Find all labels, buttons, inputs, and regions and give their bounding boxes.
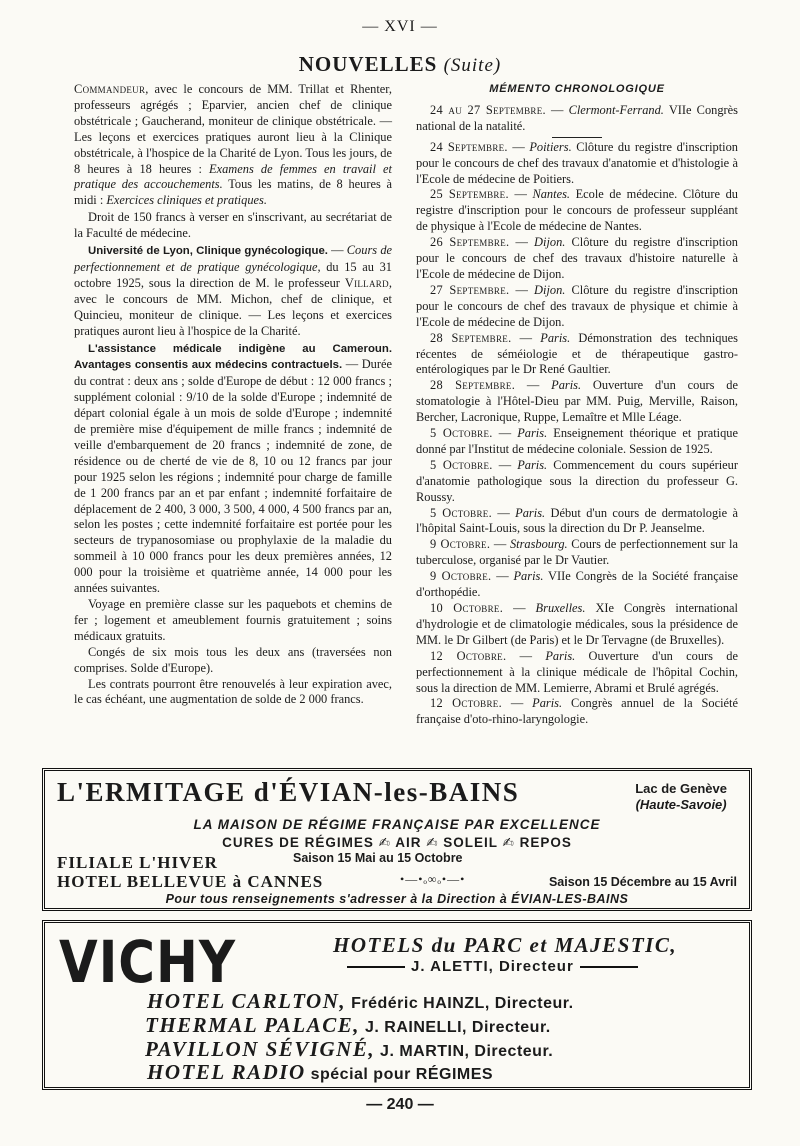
page-roman-numeral: — XVI — [362,18,438,35]
memento-entry: 12 Octobre. — Paris. Ouverture d'un cours de perfectionnement à la clinique médicale de l'hôpital Cochin, sous la direction de MM. Lemierre, Abrami et Brulé agrégés. [416,648,738,695]
ermitage-tagline: LA MAISON DE RÉGIME FRANÇAISE PAR EXCELLENCE [193,817,601,832]
page-number: — 240 — [366,1096,434,1113]
vichy-logo-text: VICHY [59,929,237,996]
ornament-divider: •—•ₒ∞ₒ•—• [400,872,466,886]
vichy-hotel-line: PAVILLON SÉVIGNÉ, J. MARTIN, Directeur. [145,1037,554,1061]
paragraph-gyneco: Université de Lyon, Clinique gynécologique. — Cours de perfectionnement et de pratique gynécologique, du 15 au 31 octobre 1925, sous la direction de M. le professeur Villard, avec le concours de MM. Michon, chef de clinique, et Quincieu, moniteur de clinique. — Les leçons et exercices pratiques auront lieu à l'hospice de la Charité. [74,243,393,338]
memento-entry: 5 Octobre. — Paris. Commencement du cours supérieur d'anatomie pathologique sous la direction du professeur G. Roussy. [416,457,738,504]
ermitage-saison-ete: Saison 15 Mai au 15 Octobre [293,851,463,865]
memento-entry: 12 Octobre. — Paris. Congrès annuel de la Société française d'oto-rhino-laryngologie. [416,696,738,727]
ermitage-location: Lac de Genève (Haute-Savoie) [635,781,727,812]
paragraph-cameroun: L'assistance médicale indigène au Cameroun. Avantages consentis aux médecins contractuels. — Durée du contrat : deux ans ; solde d'Europe de début : 12 000 francs ; supplément colonial : 9/10 de la solde d'Europe ; indemnité de départ colonial égale à un mois de solde d'Europe ; indemnité de première mise d'équipement de mille francs ; indemnité de veille d'embarquement de 20 francs ; indemnité de zone, de résidence ou de cherté de vie de 8, 10 ou 12 francs par jour pour 1925 selon les régions ; indemnité pour charge de famille de 1 200 francs par an et par enfant ; indemnité forfaitaire de déplacement de 2 400, 3 000, 3 500, 4 000, 4 500 francs par an, selon les postes ; cette indemnité forfaitaire est portée pour les secteurs de trypanosomiase ou prophylaxie de la maladie du sommeil à 10 000 francs pour les deux premières années, 12 000 pour la troisième et quatrième année, 14 000 pour les années suivantes. [74,342,392,596]
memento-entry: 24 au 27 Septembre. — Clermont-Ferrand. VIIe Congrès national de la natalité. [416,102,738,133]
vichy-advertisement [42,920,752,1090]
ermitage-saison-hiver: Saison 15 Décembre au 15 Avril [548,875,737,889]
memento-entry: 27 Septembre. — Dijon. Clôture du registre d'inscription pour le concours de chef des travaux de physique et chimie à l'Ecole de médecine de Dijon. [416,282,738,329]
memento-entry: 10 Octobre. — Bruxelles. XIe Congrès international d'hydrologie et de climatologie médicales, sous la présidence de MM. le Dr Gilbert (de Paris) et le Dr Tervagne (de Bruxelles). [416,601,738,647]
vichy-hotel-line: HOTEL CARLTON, Frédéric HAINZL, Directeur. [147,989,574,1013]
ermitage-hotel-cannes: HOTEL BELLEVUE à CANNES [57,872,324,891]
paragraph-conges: Congés de six mois tous les deux ans (traversées non comprises. Solde d'Europe). [74,644,392,675]
paragraph-contrats: Les contrats pourront être renouvelés à leur expiration avec, le cas échéant, une augmentation de solde de 2 000 francs. [74,676,392,707]
title-suite: (Suite) [443,55,502,76]
memento-entry: 25 Septembre. — Nantes. Ecole de médecine. Clôture du registre d'inscription pour le concours de professeur suppléant de physique à l'Ecole de médecine de Nantes. [416,187,738,234]
memento-list [416,103,738,728]
ermitage-contact: Pour tous renseignements s'adresser à la Direction à ÉVIAN-LES-BAINS [165,892,629,906]
title-text: NOUVELLES [298,52,438,76]
ermitage-title: L'ERMITAGE d'ÉVIAN-les-BAINS [57,777,520,807]
memento-entry: 28 Septembre. — Paris. Démonstration des techniques récentes de séméiologie et de thérapeutique gastro-entérologiques par le Dr René Gaultier. [416,330,738,377]
section-title [0,52,800,77]
memento-entry: 24 Septembre. — Poitiers. Clôture du registre d'inscription pour le concours de chef des travaux d'anatomie et d'histologie à l'Ecole de médecine de Poitiers. [416,139,738,186]
paragraph-droit: Droit de 150 francs à verser en s'inscrivant, au secrétariat de la Faculté de médecine. [74,210,392,241]
memento-entry: 28 Septembre. — Paris. Ouverture d'un cours de stomatologie à l'Hôtel-Dieu par MM. Puig, Merville, Raison, Bercher, Lacronique, Ruppe, Lemaître et Mlle Léage. [416,378,738,425]
vichy-hotel-line: HOTEL RADIO spécial pour RÉGIMES [147,1060,494,1084]
ermitage-cures: CURES DE RÉGIMES ✍ AIR ✍ SOLEIL ✍ REPOS [222,835,572,850]
memento-entry: 9 Octobre. — Strasbourg. Cours de perfectionnement sur la tuberculose, organisé par le Dr Vautier. [416,537,738,568]
paragraph-obstetric: Commandeur, avec le concours de MM. Trillat et Rhenter, professeurs agrégés ; Eparvier, ancien chef de clinique obstétricale ; Gaucherand, moniteur de clinique obstétricale. — Les leçons et exercices pratiques auront lieu à la Clinique obstétricale, à l'hospice de la Charité de Lyon. Tous les jours, de 8 heures à 18 heures : Examens de femmes en travail et pratique des accouchements. Tous les matins, de 8 heures à midi : Exercices cliniques et pratiques. [74,82,393,208]
vichy-hotel-line: THERMAL PALACE, J. RAINELLI, Directeur. [145,1013,551,1037]
vichy-hotels-parc: HOTELS du PARC et MAJESTIC, [333,933,678,957]
left-column [74,82,392,708]
memento-entry: 9 Octobre. — Paris. VIIe Congrès de la Société française d'orthopédie. [416,569,739,600]
memento-entry: 5 Octobre. — Paris. Début d'un cours de dermatologie à l'hôpital Saint-Louis, sous la direction du Dr P. Jeanselme. [416,505,738,536]
memento-entry: 26 Septembre. — Dijon. Clôture du registre d'inscription pour le concours de chef des travaux d'histoire naturelle à l'Ecole de médecine de Dijon. [416,235,738,281]
paragraph-voyage: Voyage en première classe sur les paquebots et chemins de fer ; logement et ameublement fournis gratuitement ; soins médicaux gratuits. [74,597,392,643]
ermitage-advertisement [42,768,752,911]
memento-column [416,82,738,728]
separator-rule [552,137,602,138]
vichy-director-aletti: J. ALETTI, Directeur [341,958,644,975]
ermitage-filiale: FILIALE L'HIVER [57,853,218,872]
memento-entry: 5 Octobre. — Paris. Enseignement théorique et pratique donné par l'Institut de médecine coloniale. Session de 1925. [416,426,738,456]
memento-title: MÉMENTO CHRONOLOGIQUE [489,83,665,95]
